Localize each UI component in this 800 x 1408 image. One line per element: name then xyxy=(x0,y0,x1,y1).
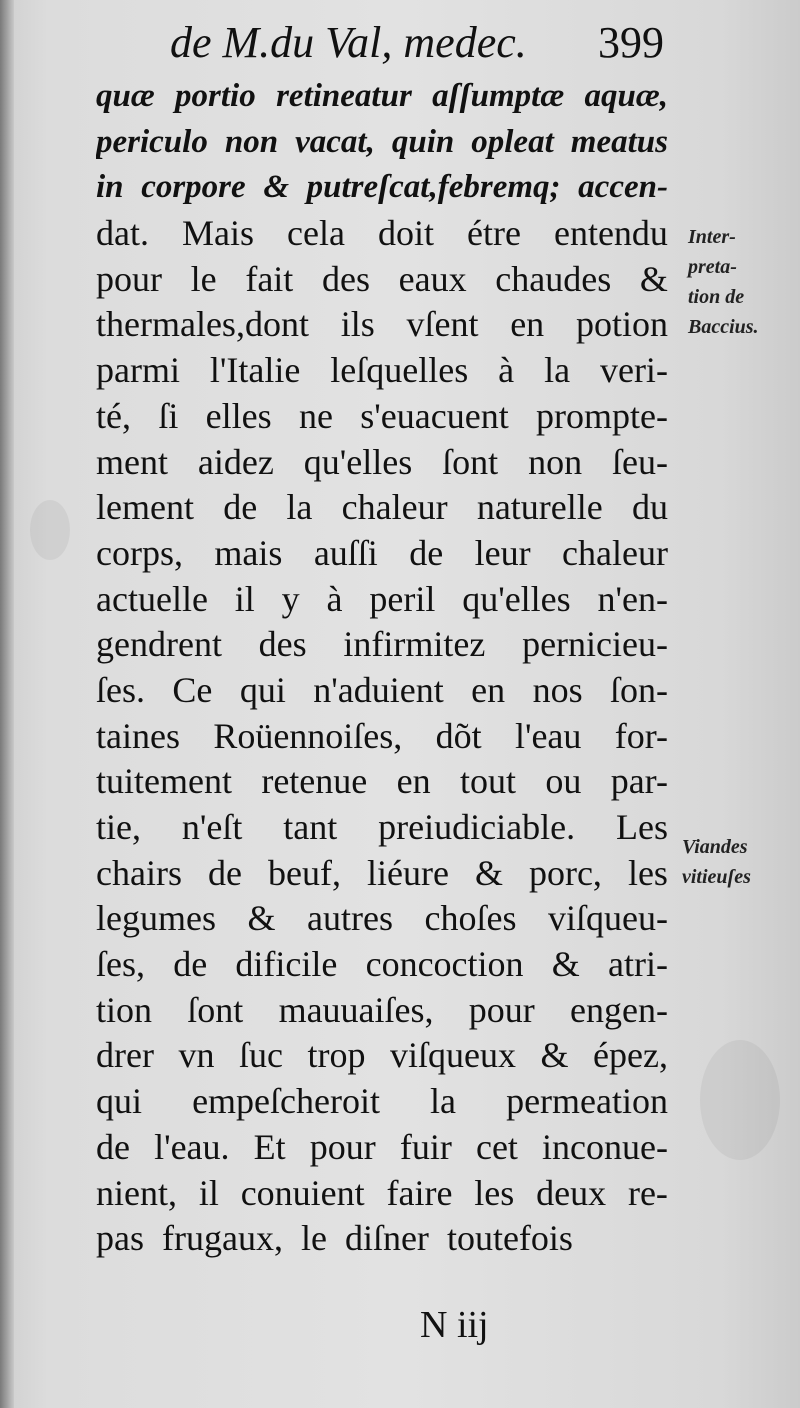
word: chairs xyxy=(96,852,182,893)
paper-stain xyxy=(30,500,70,560)
text-line xyxy=(96,759,668,805)
word: diſner xyxy=(344,1218,429,1259)
word: fait xyxy=(245,258,294,299)
word: choſes xyxy=(424,898,517,939)
word: tie, xyxy=(96,807,141,847)
word: concoction xyxy=(365,944,524,985)
word: portio xyxy=(175,78,256,114)
word: frugaux, xyxy=(162,1218,283,1259)
word: legumes xyxy=(96,898,216,939)
word: tout xyxy=(459,761,516,802)
word: & xyxy=(540,1035,569,1076)
text-line xyxy=(96,211,668,257)
word: & xyxy=(639,258,668,299)
text-line xyxy=(96,165,668,211)
word: en xyxy=(471,669,506,710)
word: & xyxy=(551,944,580,985)
word: qui xyxy=(239,669,286,710)
text-line xyxy=(96,394,668,440)
word: corps, xyxy=(96,532,183,573)
text-line xyxy=(96,942,668,988)
word: ſes. xyxy=(96,669,145,710)
word: le xyxy=(300,1218,327,1259)
running-header xyxy=(170,12,670,74)
word: ſon- xyxy=(610,669,668,710)
word: opleat xyxy=(471,123,554,160)
word: ils xyxy=(340,304,375,345)
word: cet xyxy=(475,1126,518,1167)
word: veri- xyxy=(599,350,668,391)
text-line xyxy=(96,1125,668,1171)
text-line xyxy=(96,714,668,760)
word: Roüennoiſes, xyxy=(213,715,403,756)
word: vacat, xyxy=(295,123,375,160)
text-line xyxy=(96,896,668,942)
word: chaudes xyxy=(495,258,612,299)
word: tion xyxy=(96,989,153,1030)
word: en xyxy=(510,304,545,345)
word: à xyxy=(326,578,343,619)
word: épez, xyxy=(593,1035,668,1076)
word: viſqueux xyxy=(390,1035,516,1076)
word: permeation xyxy=(506,1081,668,1122)
word: vn xyxy=(178,1035,215,1076)
word: pernicieu- xyxy=(522,624,668,665)
word: putreſcat,febremq; xyxy=(306,169,561,206)
page-number: 399 xyxy=(598,18,664,67)
word: eaux xyxy=(398,258,467,299)
word: peril xyxy=(369,578,436,619)
word: faire xyxy=(386,1172,453,1213)
word: des xyxy=(321,258,370,299)
word: porc, xyxy=(528,852,602,893)
margin-note-interpretation xyxy=(688,222,798,342)
word: dat. xyxy=(96,213,149,254)
text-line xyxy=(96,257,668,303)
word: qu'elles xyxy=(303,441,413,482)
word: deux xyxy=(536,1172,607,1213)
word: infirmitez xyxy=(343,624,486,665)
text-line xyxy=(96,485,668,531)
word: quin xyxy=(391,123,455,160)
word: toutefois xyxy=(446,1218,573,1259)
word: inconue- xyxy=(542,1126,668,1167)
text-line xyxy=(96,622,668,668)
word: il xyxy=(234,578,255,619)
word: y xyxy=(281,578,300,619)
word: aquæ, xyxy=(584,78,668,114)
word: taines xyxy=(96,715,180,756)
word: fuir xyxy=(399,1126,452,1167)
word: Ce xyxy=(172,669,213,710)
text-line xyxy=(96,668,668,714)
margin-note-line: vitieuſes xyxy=(682,866,751,888)
text-line xyxy=(96,440,668,486)
word: la xyxy=(430,1081,457,1122)
text-line xyxy=(96,531,668,577)
word: naturelle xyxy=(476,487,603,528)
word: parmi xyxy=(96,350,180,391)
text-line xyxy=(96,74,668,120)
paper-stain xyxy=(700,1040,780,1160)
word: de xyxy=(223,487,258,528)
word: ſont xyxy=(187,989,244,1030)
word: ſuc xyxy=(239,1035,283,1076)
word: engen- xyxy=(570,989,668,1030)
text-line xyxy=(96,120,668,166)
word: ſeu- xyxy=(612,441,668,482)
word: gendrent xyxy=(96,624,222,665)
word: tant xyxy=(283,807,338,847)
word: té, xyxy=(96,395,131,436)
word: periculo xyxy=(96,123,208,160)
word: dificile xyxy=(235,944,338,985)
word: leur xyxy=(474,532,531,573)
margin-note-viandes xyxy=(682,832,792,892)
word: par- xyxy=(610,761,668,802)
body-text xyxy=(96,74,668,1262)
word: drer xyxy=(96,1035,154,1076)
word: & xyxy=(247,898,276,939)
word: dõt xyxy=(435,715,482,756)
word: non xyxy=(224,123,279,160)
word: étre xyxy=(467,213,521,254)
word: for- xyxy=(614,715,668,756)
word: preiudiciable. xyxy=(378,807,576,847)
text-line xyxy=(96,577,668,623)
word: qu'elles xyxy=(462,578,571,619)
margin-note-line: Inter- xyxy=(688,226,736,248)
word: trop xyxy=(307,1035,366,1076)
word: leſquelles xyxy=(330,350,469,391)
margin-note-line: preta- xyxy=(688,256,737,278)
word: mauuaiſes, xyxy=(278,989,434,1030)
word: pour xyxy=(468,989,535,1030)
word: du xyxy=(631,487,668,528)
word: la xyxy=(286,487,313,528)
word: & xyxy=(474,852,503,893)
word: ſes, xyxy=(96,944,145,985)
word: doit xyxy=(377,213,434,254)
word: auſſi xyxy=(313,532,378,573)
margin-note-line: Viandes xyxy=(682,836,748,858)
margin-note-line: Baccius. xyxy=(688,316,759,338)
word: s'euacuent xyxy=(360,395,509,436)
word: quæ xyxy=(96,78,155,114)
word: re- xyxy=(627,1172,668,1213)
word: de xyxy=(96,1126,130,1167)
word: de xyxy=(173,944,208,985)
word: nient, xyxy=(96,1172,177,1213)
word: retineatur xyxy=(276,78,412,114)
word: actuelle xyxy=(96,578,208,619)
word: cela xyxy=(287,213,345,254)
word: de xyxy=(409,532,444,573)
word: potion xyxy=(575,304,668,345)
word: à xyxy=(498,350,515,391)
text-line xyxy=(96,1033,668,1079)
word: Les xyxy=(615,807,668,847)
word: nos xyxy=(532,669,583,710)
word: pas xyxy=(96,1218,144,1259)
word: n'eſt xyxy=(181,807,243,847)
running-title: de M.du Val, medec. xyxy=(170,18,527,67)
word: elles xyxy=(205,395,272,436)
text-line xyxy=(96,1216,668,1262)
word: in xyxy=(96,169,124,206)
text-line xyxy=(96,988,668,1034)
word: n'aduient xyxy=(313,669,444,710)
word: conuient xyxy=(240,1172,365,1213)
word: & xyxy=(263,169,289,206)
word: entendu xyxy=(553,213,668,254)
word: de xyxy=(207,852,242,893)
word: ſi xyxy=(158,395,179,436)
word: les xyxy=(627,852,668,893)
text-line xyxy=(96,302,668,348)
word: les xyxy=(474,1172,515,1213)
word: ne xyxy=(298,395,333,436)
binding-gutter xyxy=(0,0,14,1408)
word: autres xyxy=(307,898,393,939)
text-line xyxy=(96,1079,668,1125)
signature-mark: N iij xyxy=(420,1304,489,1346)
word: mais xyxy=(214,532,283,573)
word: qui xyxy=(96,1081,143,1122)
word: en xyxy=(396,761,431,802)
word: Mais xyxy=(182,213,254,254)
word: aſſumptæ xyxy=(432,78,565,114)
word: empeſcheroit xyxy=(192,1081,380,1122)
word: l'eau xyxy=(514,715,582,756)
word: chaleur xyxy=(341,487,448,528)
word: chaleur xyxy=(562,532,668,573)
text-line xyxy=(96,851,668,897)
word: non xyxy=(528,441,583,482)
word: aidez xyxy=(197,441,274,482)
word: tuitement xyxy=(96,761,232,802)
word: atri- xyxy=(608,944,668,985)
word: thermales,dont xyxy=(96,304,309,345)
word: Et xyxy=(253,1126,286,1167)
word: vſent xyxy=(406,304,479,345)
word: beuf, xyxy=(267,852,341,893)
word: viſqueu- xyxy=(548,898,668,939)
text-line xyxy=(96,1171,668,1217)
word: lement xyxy=(96,487,194,528)
word: ſont xyxy=(442,441,499,482)
word: l'eau. xyxy=(154,1126,230,1167)
word: retenue xyxy=(261,761,368,802)
word: ment xyxy=(96,441,168,482)
word: pour xyxy=(309,1126,376,1167)
word: l'Italie xyxy=(209,350,301,391)
word: ou xyxy=(545,761,582,802)
word: liéure xyxy=(366,852,449,893)
word: accen- xyxy=(578,169,668,206)
word: pour xyxy=(96,258,162,299)
word: le xyxy=(190,258,217,299)
word: prompte- xyxy=(536,395,668,436)
margin-note-line: tion de xyxy=(688,286,745,308)
word: corpore xyxy=(141,169,246,206)
word: n'en- xyxy=(597,578,668,619)
text-line xyxy=(96,348,668,394)
word: meatus xyxy=(570,123,668,160)
word: des xyxy=(258,624,307,665)
text-line xyxy=(96,805,668,851)
word: il xyxy=(198,1172,219,1213)
word: la xyxy=(544,350,571,391)
